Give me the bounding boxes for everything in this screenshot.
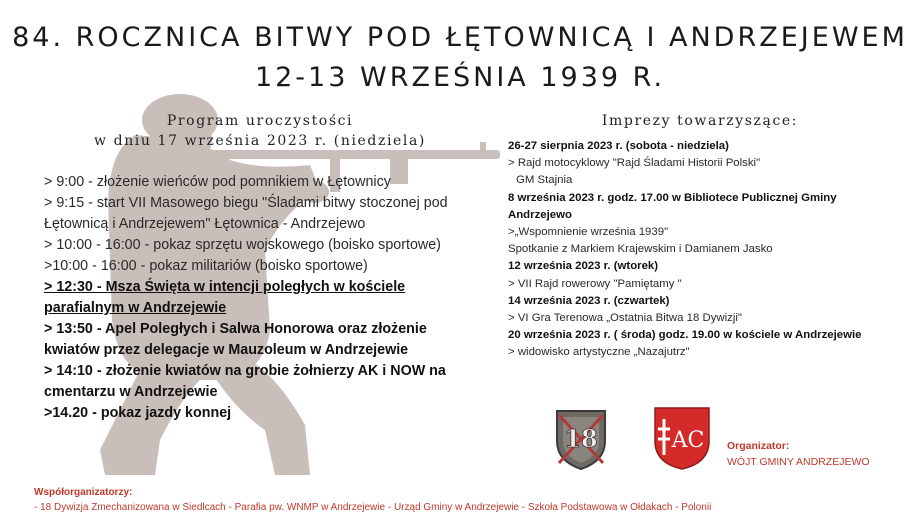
side-events-heading: Imprezy towarzyszące: [601,113,799,129]
division-18-emblem-icon [553,405,609,471]
program-item: > 10:00 - 16:00 - pokaz sprzętu wojskowego (boisko sportowe) [44,237,441,253]
side-events-list [508,138,898,362]
program-item-horses: >14.20 - pokaz jazdy konnej [44,405,232,421]
program-list [44,172,484,424]
side-event-date: 12 września 2023 r. (wtorek) [508,260,659,273]
program-heading: Program uroczystości [166,113,354,129]
program-item: > 9:00 - złożenie wieńców pod pomnikiem w Łętownicy [44,174,391,190]
program-date-heading: w dniu 17 września 2023 r. (niedziela) [94,133,426,149]
side-event-date: 14 września 2023 r. (czwartek) [508,294,670,307]
side-event-item: > VI Gra Terenowa „Ostatnia Bitwa 18 Dywizji" [508,312,742,325]
emblem-18-text: 18 [564,424,598,453]
organizer-label: Organizator: [727,440,790,452]
side-event-item: > widowisko artystyczne „Nazajutrz" [508,346,690,359]
side-event-date: 26-27 sierpnia 2023 r. (sobota - niedziela) [508,140,729,152]
program-item-mass: > 12:30 - Msza Święta w intencji poległych w kościele parafialnym w Andrzejewie [44,279,406,316]
side-event-item: > VII Rajd rowerowy "Pamiętamy " [508,277,682,290]
side-event-item: Spotkanie z Markiem Krajewskim i Damianem Jasko [508,243,773,256]
coorganizers-label: Współorganizatorzy: [34,487,133,498]
program-item: > 9:15 - start VII Masowego biegu "Śladami bitwy stoczonej pod Łętownicą i Andrzejewem" Łętownica - Andrzejewo [44,195,448,232]
program-item-flowers: > 14:10 - złożenie kwiatów na grobie żołnierzy AK i NOW na cmentarzu w Andrzejewie [44,363,446,400]
coat-of-arms-text: AC [671,428,705,453]
andrzejewo-coat-of-arms-icon [652,405,712,471]
side-event-item: >„Wspomnienie września 1939" [508,226,669,239]
side-event-item: > Rajd motocyklowy "Rajd Śladami Historii Polski" [508,157,761,170]
side-event-date: 20 września 2023 r. ( środa) godz. 19.00 w kościele w Andrzejewie [508,329,862,342]
event-date-title: 12-13 WRZEŚNIA 1939 R. [254,62,666,93]
side-event-item: GM Stajnia [516,174,573,187]
event-title: 84. ROCZNICA BITWY POD ŁĘTOWNICĄ I ANDRZEJEWEM [12,22,908,53]
program-item-apel: > 13:50 - Apel Poległych i Salwa Honorowa oraz złożenie kwiatów przez delegacje w Mauzoleum w Andrzejewie [44,321,427,358]
coorganizers-list: - 18 Dywizja Zmechanizowana w Siedlcach - Parafia pw. WNMP w Andrzejewie - Urząd Gminy w Andrzejewie - Szkoła Podstawowa w Ołdakach - Polonii [34,502,712,513]
side-event-date: 8 września 2023 r. godz. 17.00 w Bibliotece Publicznej Gminy Andrzejewo [508,191,837,221]
organizer-name: WÓJT GMINY ANDRZEJEWO [727,456,870,468]
program-item: >10:00 - 16:00 - pokaz militariów (boisko sportowe) [44,258,368,274]
